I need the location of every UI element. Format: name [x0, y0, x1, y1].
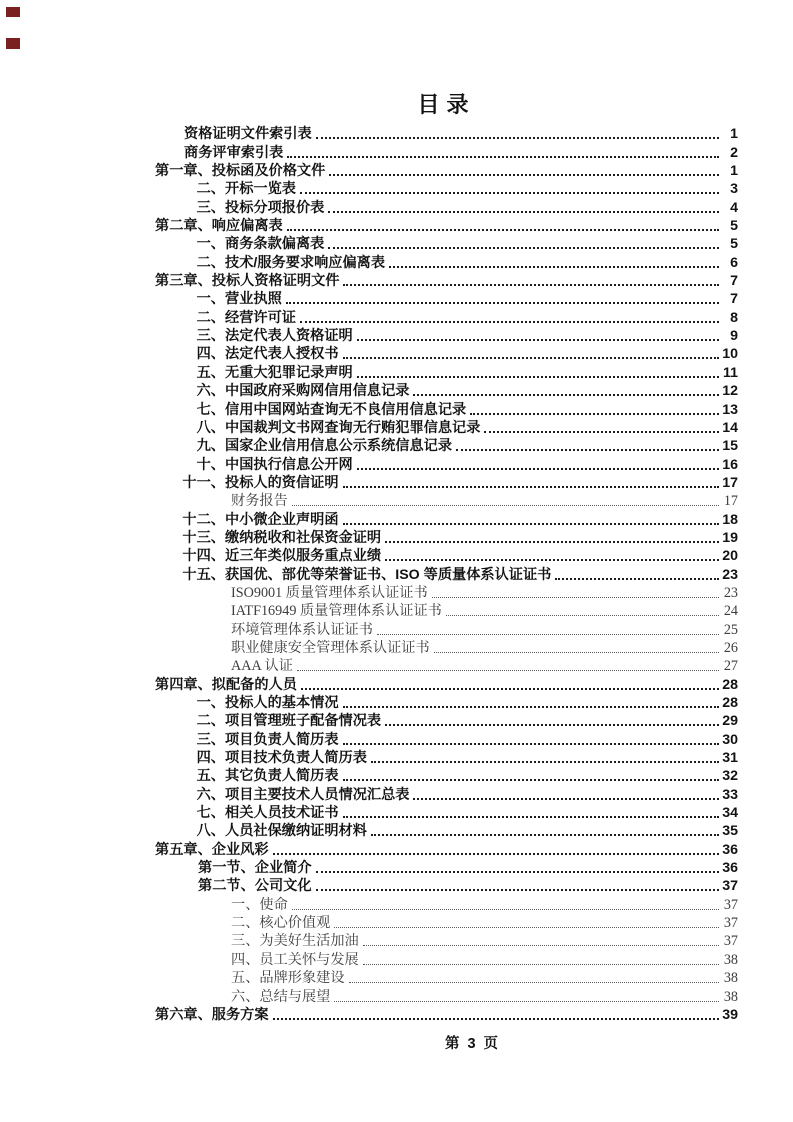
dot-leader — [377, 634, 719, 635]
toc-entry-number: 十四、 — [182, 548, 225, 565]
toc-entry-label: 第五章、企业风彩 — [155, 841, 269, 858]
toc-entry-number: 二、 — [196, 254, 225, 271]
dot-leader — [292, 505, 719, 506]
toc-row[interactable] — [155, 362, 738, 380]
dot-leader — [349, 982, 719, 983]
toc-entry-label: 国家企业信用信息公示系统信息记录 — [225, 438, 453, 455]
toc-page-number: 32 — [722, 768, 738, 785]
toc-page-number: 39 — [722, 1006, 738, 1023]
toc-entry-label: 经营许可证 — [225, 309, 296, 326]
toc-row[interactable] — [155, 748, 738, 766]
dot-leader — [316, 889, 719, 891]
toc-entry-label: 开标一览表 — [225, 181, 296, 198]
toc-row[interactable] — [155, 986, 738, 1004]
dot-leader — [343, 357, 719, 359]
toc-row[interactable] — [155, 491, 738, 509]
toc-row[interactable] — [155, 784, 738, 802]
toc-page-number: 30 — [722, 731, 738, 748]
toc-row[interactable] — [155, 418, 738, 436]
toc-page-number: 8 — [730, 309, 738, 326]
dot-leader — [343, 284, 719, 286]
dot-leader — [385, 559, 719, 561]
toc-entry-label: 一、使命 — [231, 896, 288, 913]
toc-row[interactable] — [155, 197, 738, 215]
dot-leader — [456, 449, 719, 451]
toc-page-number: 37 — [723, 933, 738, 950]
toc-page-number: 29 — [722, 713, 738, 730]
toc-entry-number: 十五、 — [182, 566, 225, 583]
dot-leader — [343, 706, 719, 708]
dot-leader — [413, 394, 719, 396]
toc-entry-number: 三、 — [196, 731, 225, 748]
toc-entry-label: 第二章、响应偏离表 — [155, 218, 283, 235]
toc-entry-label: 第四章、拟配备的人员 — [155, 676, 297, 693]
dot-leader — [316, 137, 719, 139]
toc-row[interactable] — [155, 803, 738, 821]
toc-row[interactable] — [155, 179, 738, 197]
toc-row[interactable] — [155, 583, 738, 601]
toc-entry-label: 营业执照 — [225, 291, 282, 308]
toc-entry-label: 相关人员技术证书 — [225, 805, 339, 822]
corner-annotation-mark — [6, 7, 20, 17]
toc-page-number: 2 — [730, 144, 738, 161]
toc-row[interactable] — [155, 289, 738, 307]
toc-entry-label: 资格证明文件索引表 — [184, 126, 312, 143]
toc-entry-number: 四、 — [196, 750, 225, 767]
toc-row[interactable] — [155, 344, 738, 362]
toc-page-number: 17 — [723, 493, 738, 510]
dot-leader — [432, 597, 719, 598]
toc-row[interactable] — [155, 619, 738, 637]
toc-row[interactable] — [155, 729, 738, 747]
dot-leader — [389, 266, 719, 268]
toc-entry-label: 三、为美好生活加油 — [231, 933, 359, 950]
dot-leader — [385, 724, 719, 726]
toc-row[interactable] — [155, 509, 738, 527]
toc-entry-number: 六、 — [196, 383, 225, 400]
toc-page-number: 23 — [722, 566, 738, 583]
dot-leader — [273, 853, 719, 855]
toc-entry-label: 获国优、部优等荣誉证书、ISO 等质量体系认证证书 — [225, 566, 552, 583]
toc-page-number: 28 — [722, 695, 738, 711]
dot-leader — [301, 688, 719, 690]
page-title: 目录 — [417, 92, 476, 117]
toc-page-number: 24 — [723, 603, 738, 620]
toc-page-number: 4 — [730, 199, 738, 216]
toc-entry-number: 二、 — [196, 309, 225, 326]
toc-entry-label: IATF16949 质量管理体系认证证书 — [231, 603, 442, 620]
toc-row[interactable] — [155, 436, 738, 454]
dot-leader — [328, 247, 719, 249]
toc-entry-label: 中国执行信息公开网 — [225, 456, 353, 473]
toc-row[interactable] — [155, 968, 738, 986]
dot-leader — [343, 779, 719, 781]
toc-row[interactable] — [155, 711, 738, 729]
toc-page-number: 1 — [730, 163, 738, 180]
toc-entry-number: 一、 — [196, 236, 225, 253]
toc-page-number: 26 — [723, 639, 738, 656]
table-of-contents — [155, 124, 738, 1023]
toc-entry-number: 三、 — [196, 328, 225, 345]
toc-page-number: 20 — [722, 548, 738, 565]
toc-row[interactable] — [155, 821, 738, 839]
toc-row[interactable] — [155, 894, 738, 912]
toc-row[interactable] — [155, 307, 738, 325]
toc-entry-label: 中国裁判文书网查询无行贿犯罪信息记录 — [225, 419, 481, 436]
toc-page-number: 3 — [730, 181, 738, 198]
toc-row[interactable] — [155, 858, 738, 876]
dot-leader — [329, 174, 719, 176]
toc-entry-label: 投标人的基本情况 — [225, 695, 339, 711]
toc-entry-label: 无重大犯罪记录声明 — [225, 364, 353, 381]
toc-page-number: 11 — [723, 364, 738, 381]
corner-annotation-mark — [6, 38, 20, 49]
dot-leader — [328, 211, 719, 213]
toc-entry-label: 职业健康安全管理体系认证证书 — [231, 639, 430, 656]
toc-row[interactable] — [155, 949, 738, 967]
toc-page-number: 38 — [723, 988, 738, 1005]
dot-leader — [343, 486, 719, 488]
toc-row[interactable] — [155, 674, 738, 692]
toc-page-number: 38 — [723, 951, 738, 968]
dot-leader — [413, 798, 719, 800]
toc-entry-label: 六、总结与展望 — [231, 988, 331, 1005]
toc-page-number: 27 — [723, 658, 738, 675]
toc-page-number: 5 — [730, 236, 738, 253]
dot-leader — [371, 834, 719, 836]
toc-page-number: 31 — [722, 750, 738, 767]
toc-page-number: 9 — [730, 328, 738, 345]
toc-entry-label: 法定代表人资格证明 — [225, 328, 353, 345]
toc-entry-number: 十二、 — [182, 511, 225, 528]
toc-row[interactable] — [155, 252, 738, 270]
dot-leader — [484, 431, 719, 433]
dot-leader — [287, 229, 719, 231]
dot-leader — [286, 302, 719, 304]
toc-row[interactable] — [155, 546, 738, 564]
toc-page-number: 10 — [722, 346, 738, 363]
toc-row[interactable] — [155, 473, 738, 491]
toc-page-number: 19 — [722, 529, 738, 546]
toc-entry-number: 二、 — [196, 713, 225, 730]
toc-entry-number: 二、 — [196, 181, 225, 198]
toc-entry-label: 技术/服务要求响应偏离表 — [225, 254, 386, 271]
dot-leader — [363, 964, 719, 965]
toc-row[interactable] — [155, 381, 738, 399]
toc-page-number: 5 — [730, 218, 738, 235]
toc-entry-label: ISO9001 质量管理体系认证证书 — [231, 584, 428, 601]
toc-row[interactable] — [155, 693, 738, 711]
toc-entry-label: AAA 认证 — [231, 658, 293, 675]
toc-row[interactable] — [155, 931, 738, 949]
toc-page-number: 23 — [723, 584, 738, 601]
dot-leader — [555, 578, 719, 580]
dot-leader — [300, 192, 719, 194]
toc-entry-number: 五、 — [196, 364, 225, 381]
toc-row[interactable] — [155, 601, 738, 619]
toc-entry-label: 中国政府采购网信用信息记录 — [225, 383, 410, 400]
dot-leader — [371, 761, 719, 763]
toc-page-number: 36 — [722, 860, 738, 877]
toc-entry-number: 七、 — [196, 401, 225, 418]
toc-entry-label: 项目负责人简历表 — [225, 731, 339, 748]
toc-entry-number: 七、 — [196, 805, 225, 822]
toc-page-number: 25 — [723, 621, 738, 638]
toc-page-number: 7 — [730, 291, 738, 308]
toc-page-number: 7 — [730, 273, 738, 290]
toc-page-number: 6 — [730, 254, 738, 271]
toc-entry-label: 第六章、服务方案 — [155, 1006, 269, 1023]
toc-row[interactable] — [155, 326, 738, 344]
toc-entry-label: 商务条款偏离表 — [225, 236, 325, 253]
toc-entry-label: 环境管理体系认证证书 — [231, 621, 373, 638]
toc-entry-label: 商务评审索引表 — [184, 144, 284, 161]
toc-row[interactable] — [155, 142, 738, 160]
toc-page-number: 12 — [722, 383, 738, 400]
toc-row[interactable] — [155, 234, 738, 252]
toc-entry-label: 人员社保缴纳证明材料 — [225, 823, 367, 840]
toc-entry-label: 中小微企业声明函 — [225, 511, 339, 528]
toc-entry-label: 缴纳税收和社保资金证明 — [225, 529, 382, 546]
dot-leader — [446, 615, 719, 616]
toc-entry-label: 其它负责人简历表 — [225, 768, 339, 785]
toc-page-number: 35 — [722, 823, 738, 840]
toc-page-number: 13 — [722, 401, 738, 418]
toc-page-number: 1 — [730, 126, 738, 143]
toc-entry-label: 项目技术负责人简历表 — [225, 750, 367, 767]
dot-leader — [334, 927, 719, 928]
toc-entry-label: 投标分项报价表 — [225, 199, 325, 216]
toc-entry-label: 二、核心价值观 — [231, 915, 331, 932]
toc-entry-number: 十、 — [196, 456, 225, 473]
toc-row[interactable] — [155, 913, 738, 931]
toc-entry-number: 十三、 — [182, 529, 225, 546]
toc-row[interactable] — [155, 271, 738, 289]
toc-page-number: 36 — [722, 841, 738, 858]
toc-page-number: 37 — [723, 896, 738, 913]
dot-leader — [357, 468, 719, 470]
dot-leader — [434, 652, 719, 653]
toc-row[interactable] — [155, 399, 738, 417]
toc-page-number: 14 — [722, 419, 738, 436]
toc-page-number: 28 — [722, 676, 738, 693]
toc-entry-number: 十一、 — [182, 474, 225, 491]
dot-leader — [343, 523, 719, 525]
toc-row[interactable] — [155, 766, 738, 784]
toc-entry-label: 财务报告 — [231, 493, 288, 510]
dot-leader — [357, 339, 719, 341]
toc-page-number: 15 — [722, 438, 738, 455]
dot-leader — [316, 871, 719, 873]
toc-entry-number: 四、 — [196, 346, 225, 363]
dot-leader — [343, 816, 719, 818]
dot-leader — [273, 1018, 719, 1020]
toc-entry-label: 信用中国网站查询无不良信用信息记录 — [225, 401, 467, 418]
toc-entry-label: 法定代表人授权书 — [225, 346, 339, 363]
page-footer: 第 3 页 — [444, 1036, 501, 1052]
toc-page-number: 34 — [722, 805, 738, 822]
dot-leader — [292, 909, 719, 910]
toc-page-number: 37 — [723, 915, 738, 932]
toc-entry-label: 四、员工关怀与发展 — [231, 951, 359, 968]
toc-entry-number: 九、 — [196, 438, 225, 455]
dot-leader — [385, 541, 719, 543]
toc-entry-number: 三、 — [196, 199, 225, 216]
toc-row[interactable] — [155, 839, 738, 857]
dot-leader — [334, 1001, 719, 1002]
toc-entry-number: 五、 — [196, 768, 225, 785]
toc-entry-label: 五、品牌形象建设 — [231, 970, 345, 987]
toc-row[interactable] — [155, 1005, 738, 1023]
toc-row[interactable] — [155, 161, 738, 179]
toc-page-number: 38 — [723, 970, 738, 987]
toc-entry-number: 八、 — [196, 419, 225, 436]
toc-row[interactable] — [155, 656, 738, 674]
toc-entry-label: 第一节、企业简介 — [198, 860, 312, 877]
toc-page-number: 16 — [722, 456, 738, 473]
toc-entry-label: 第二节、公司文化 — [198, 878, 312, 895]
dot-leader — [470, 413, 719, 415]
toc-entry-number: 六、 — [196, 786, 225, 803]
toc-row[interactable] — [155, 876, 738, 894]
toc-entry-label: 第一章、投标函及价格文件 — [155, 163, 326, 180]
toc-entry-label: 近三年类似服务重点业绩 — [225, 548, 382, 565]
dot-leader — [287, 156, 719, 158]
toc-row[interactable] — [155, 528, 738, 546]
toc-row[interactable] — [155, 124, 738, 142]
dot-leader — [357, 376, 719, 378]
dot-leader — [343, 743, 719, 745]
toc-row[interactable] — [155, 638, 738, 656]
toc-entry-label: 第三章、投标人资格证明文件 — [155, 273, 340, 290]
toc-entry-label: 项目管理班子配备情况表 — [225, 713, 382, 730]
dot-leader — [297, 670, 719, 671]
toc-row[interactable] — [155, 454, 738, 472]
toc-page-number: 37 — [722, 878, 738, 895]
toc-row[interactable] — [155, 564, 738, 582]
toc-entry-label: 投标人的资信证明 — [225, 474, 339, 491]
dot-leader — [363, 945, 719, 946]
toc-page-number: 33 — [722, 786, 738, 803]
dot-leader — [300, 321, 719, 323]
toc-entry-number: 八、 — [196, 823, 225, 840]
toc-entry-number: 一、 — [196, 695, 225, 711]
toc-page-number: 18 — [722, 511, 738, 528]
toc-page-number: 17 — [722, 474, 738, 491]
toc-entry-number: 一、 — [196, 291, 225, 308]
toc-row[interactable] — [155, 216, 738, 234]
toc-entry-label: 项目主要技术人员情况汇总表 — [225, 786, 410, 803]
